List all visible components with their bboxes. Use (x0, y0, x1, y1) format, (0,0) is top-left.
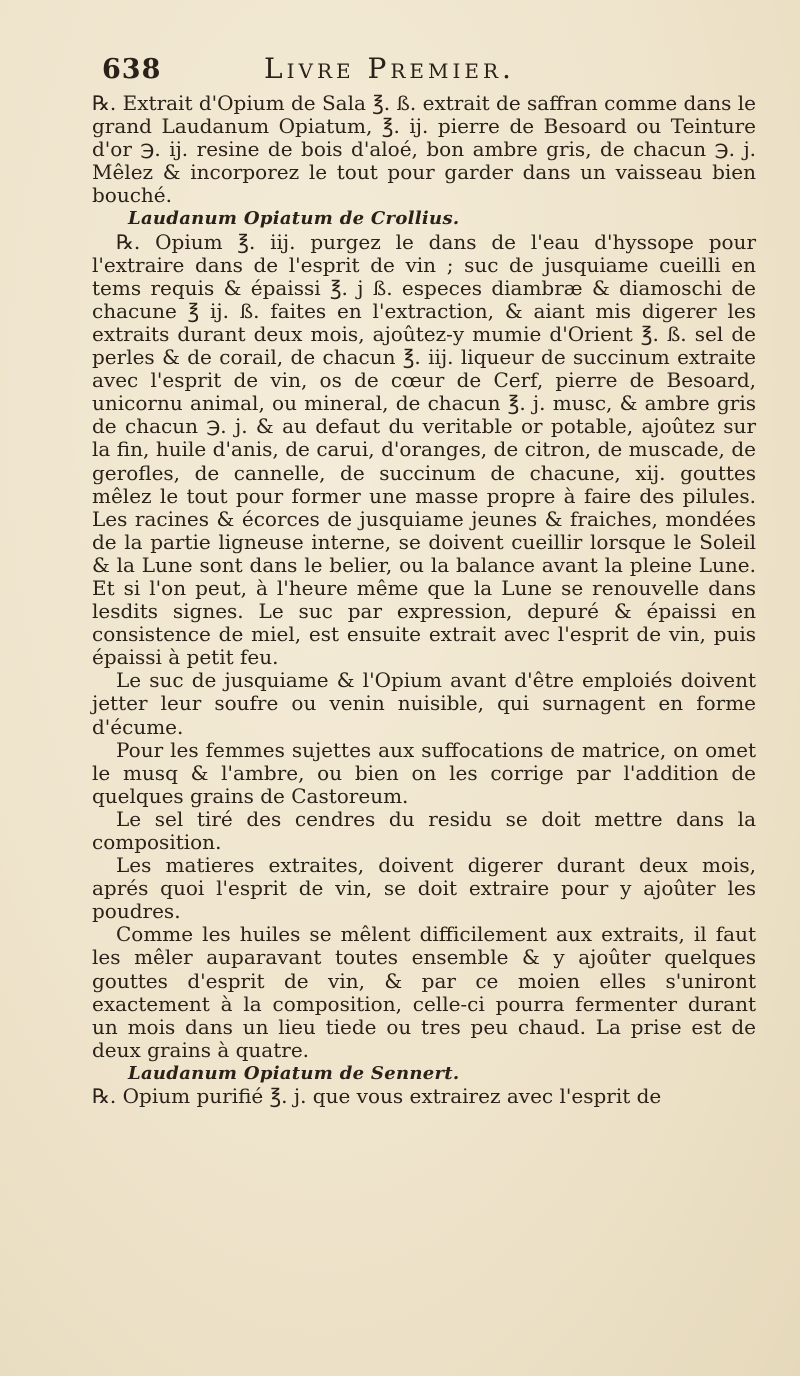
paragraph: ℞. Opium ℥. iij. purgez le dans de l'eau d'hyssope pour l'extraire dans de l'esprit de vin ; suc de jusquiame cueilli en tems requis & épaissi ℥. j ß. especes diambræ & diamoschi de chacune ℥ ij. ß. faites en l'extraction, & aiant mis digerer les extraits durant deux mois, ajoûtez-y mumie d'Orient ℥. ß. sel de perles & de corail, de chacun ℥. iij. liqueur de succinum extraite avec l'esprit de vin, os de cœur de Cerf, pierre de Besoard, unicornu animal, ou mineral, de chacun ℥. j. musc, & ambre gris de chacun ℈. j. & au defaut du veritable or potable, ajoûtez sur la fin, huile d'anis, de carui, d'oranges, de citron, de muscade, de gerofles, de cannelle, de succinum de chacune, xij. gouttes mêlez le tout pour former une masse propre à faire des pilules. Les racines & écorces de jusquiame jeunes & fraiches, mondées de la partie ligneuse interne, se doivent cueillir lorsque le Soleil & la Lune sont dans le belier, ou la balance avant la pleine Lune. Et si l'on peut, à l'heure même que la Lune se renouvelle dans lesdits signes. Le suc par expression, depuré & épaissi en consistence de miel, est ensuite extrait avec l'esprit de vin, puis épaissi à petit feu. (92, 229, 756, 670)
paragraph: Comme les huiles se mêlent difficilement aux extraits, il faut les mêler auparavant toutes ensemble & y ajoûter quelques gouttes d'esprit de vin, & par ce moien elles s'uniront exactement à la composition, celle-ci pourra fermenter durant un mois dans un lieu tiede ou tres peu chaud. La prise est de deux grains à quatre. (92, 922, 756, 1062)
paragraph: Le suc de jusquiame & l'Opium avant d'être emploiés doivent jetter leur soufre ou venin nuisible, qui surnagent en forme d'écume. (92, 668, 756, 739)
recipe-heading: Laudanum Opiatum de Crollius. (128, 208, 460, 230)
recipe-heading: Laudanum Opiatum de Sennert. (128, 1062, 460, 1084)
page-number: 638 (102, 54, 162, 85)
page-header (92, 52, 756, 92)
paragraph: Le sel tiré des cendres du residu se doit mettre dans la composition. (92, 806, 756, 854)
paragraph: Pour les femmes sujettes aux suffocations de matrice, on omet le musq & l'ambre, ou bien on les corrige par l'addition de quelques grains de Castoreum. (92, 737, 756, 808)
paragraph: ℞. Opium purifié ℥. j. que vous extrairez avec l'esprit de (92, 1084, 662, 1109)
running-title: Livre Premier. (264, 52, 515, 85)
body-text (92, 92, 756, 1108)
book-page (92, 52, 756, 1108)
paragraph: ℞. Extrait d'Opium de Sala ℥. ß. extrait de saffran comme dans le grand Laudanum Opiatum, ℥. ij. pierre de Besoard ou Teinture d'or ℈. ij. resine de bois d'aloé, bon ambre gris, de chacun ℈. j. Mêlez & incorporez le tout pour garder dans un vaisseau bien bouché. (92, 91, 756, 208)
paragraph: Les matieres extraites, doivent digerer durant deux mois, aprés quoi l'esprit de vin, se doit extraire pour y ajoûter les poudres. (92, 853, 756, 924)
